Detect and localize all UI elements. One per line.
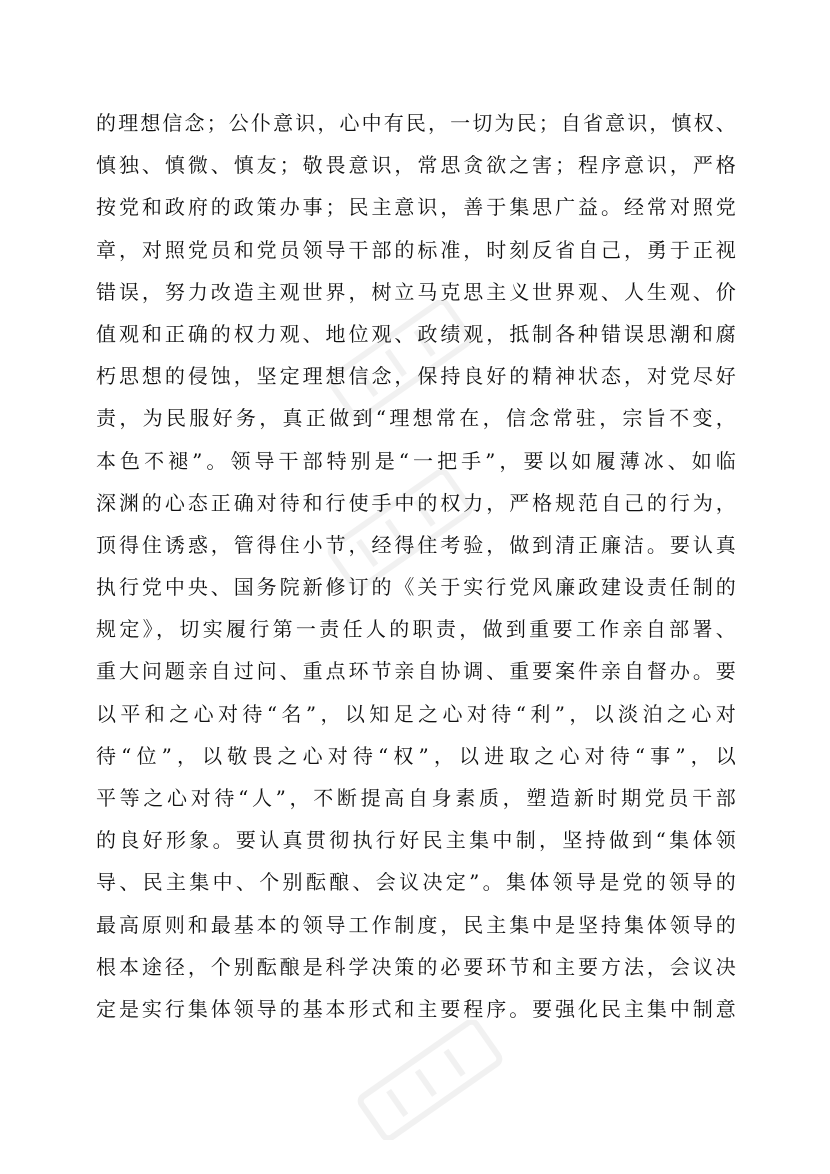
text-line: 以平和之心对待“名”，以知足之心对待“利”，以淡泊之心对 bbox=[96, 701, 736, 726]
text-line: 待“位”，以敬畏之心对待“权”，以进取之心对待“事”，以 bbox=[96, 743, 736, 768]
text-line: 规定》，切实履行第一责任人的职责，做到重要工作亲自部署、 bbox=[96, 617, 736, 642]
text-line: 执行党中央、国务院新修订的《关于实行党风廉政建设责任制的 bbox=[96, 575, 736, 600]
watermark-stamp bbox=[330, 1020, 530, 1140]
text-line: 顶得住诱惑，管得住小节，经得住考验，做到清正廉洁。要认真 bbox=[96, 532, 736, 557]
text-line: 重大问题亲自过问、重点环节亲自协调、重要案件亲自督办。要 bbox=[96, 659, 736, 684]
text-line: 定是实行集体领导的基本形式和主要程序。要强化民主集中制意 bbox=[96, 996, 736, 1021]
text-line: 最高原则和最基本的领导工作制度，民主集中是坚持集体领导的 bbox=[96, 912, 736, 937]
text-line: 本色不褪”。领导干部特别是“一把手”，要以如履薄冰、如临 bbox=[96, 448, 736, 473]
text-line: 值观和正确的权力观、地位观、政绩观，抵制各种错误思潮和腐 bbox=[96, 321, 736, 346]
text-line: 责，为民服好务，真正做到“理想常在，信念常驻，宗旨不变， bbox=[96, 406, 736, 431]
text-line: 按党和政府的政策办事；民主意识，善于集思广益。经常对照党 bbox=[96, 195, 736, 220]
text-line: 章，对照党员和党员领导干部的标准，时刻反省自己，勇于正视 bbox=[96, 237, 736, 262]
text-line: 朽思想的侵蚀，坚定理想信念，保持良好的精神状态，对党尽好 bbox=[96, 364, 736, 389]
text-line: 平等之心对待“人”，不断提高自身素质，塑造新时期党员干部 bbox=[96, 786, 736, 810]
text-line: 深渊的心态正确对待和行使手中的权力，严格规范自己的行为， bbox=[96, 490, 736, 515]
text-line: 根本途径，个别酝酿是科学决策的必要环节和主要方法，会议决 bbox=[96, 954, 736, 979]
text-line: 的理想信念；公仆意识，心中有民，一切为民；自省意识，慎权、 bbox=[96, 111, 736, 135]
text-line: 的良好形象。要认真贯彻执行好民主集中制，坚持做到“集体领 bbox=[96, 828, 736, 853]
body-text bbox=[96, 102, 736, 1030]
text-line: 错误，努力改造主观世界，树立马克思主义世界观、人生观、价 bbox=[96, 279, 736, 304]
text-line: 导、民主集中、个别酝酿、会议决定”。集体领导是党的领导的 bbox=[96, 870, 736, 895]
text-line: 慎独、慎微、慎友；敬畏意识，常思贪欲之害；程序意识，严格 bbox=[96, 153, 736, 178]
